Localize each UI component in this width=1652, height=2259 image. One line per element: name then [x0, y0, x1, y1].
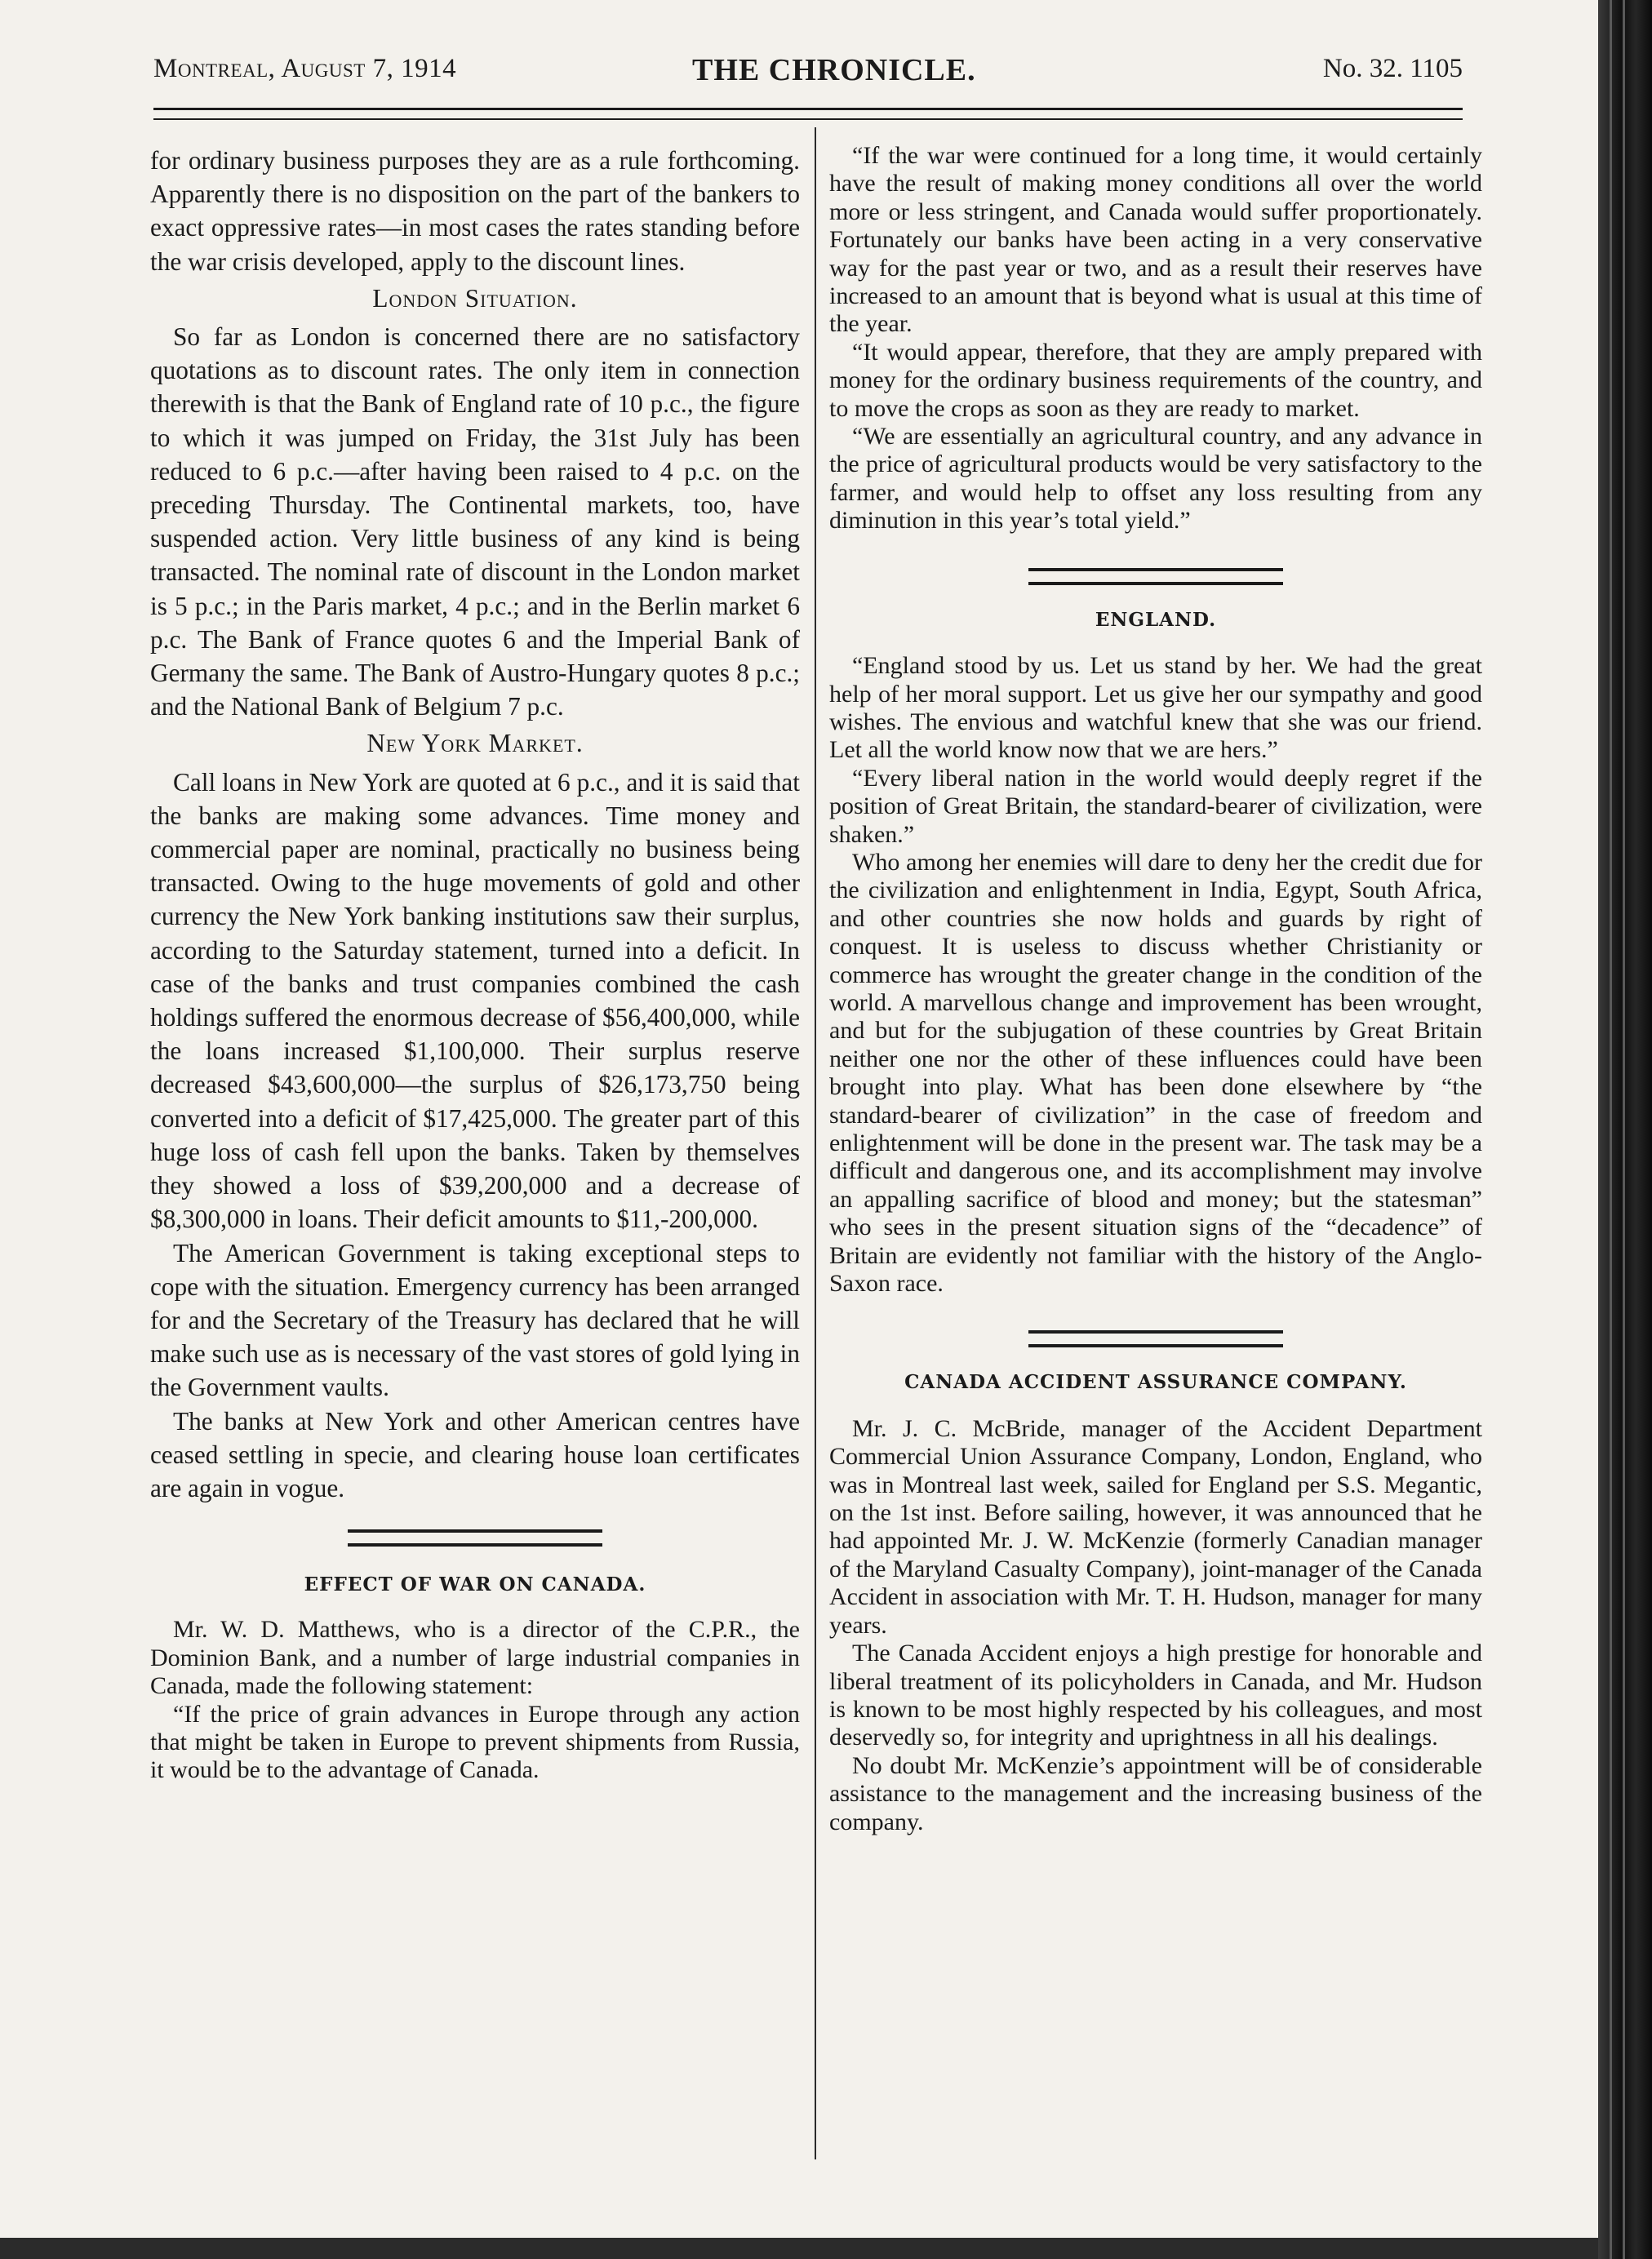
article-headline-canada-accident: CANADA ACCIDENT ASSURANCE COMPANY.: [904, 1371, 1407, 1394]
paragraph: “Every liberal nation in the world would deeply regret if the position of Great Britain, the standard-bearer of civilization, were shaken.”: [829, 764, 1482, 848]
paragraph: “It would appear, therefore, that they are amply prepared with money for the ordinary business requirements of the country, and to move the crops as soon as they are ready to market.: [829, 338, 1482, 422]
column-divider: [815, 127, 816, 2159]
section-subhead-new-york: New York Market.: [366, 729, 584, 758]
paragraph: “If the price of grain advances in Europe through any action that might be taken in Europe to prevent shipments from Russia, it would be to the advantage of Canada.: [150, 1700, 800, 1784]
left-column: [150, 144, 800, 1785]
binding-edge-line: [1610, 0, 1612, 2259]
paragraph: Call loans in New York are quoted at 6 p.c., and it is said that the banks are making some advances. Time money and commercial paper are nominal, practically no business being transacted. Owing to the huge movements of gold and other currency the New York banking institutions saw their surplus, according to the Saturday statement, turned into a deficit. In case of the banks and trust companies combined the cash holdings suffered the enormous decrease of $56,400,000, while the loans increased $1,100,000. Their surplus reserve decreased $43,600,000—the surplus of $26,173,750 being converted into a deficit of $17,425,000. The greater part of this huge loss of cash fell upon the banks. Taken by themselves they showed a loss of $39,200,000 and a decrease of $8,300,000 in loans. Their deficit amounts to $11,-200,000.: [150, 767, 800, 1234]
header-dateline: Montreal, August 7, 1914: [153, 54, 457, 83]
right-column: [829, 142, 1482, 1836]
paragraph: Who among her enemies will dare to deny her the credit due for the civilization and enlightenment in India, Egypt, South Africa, and other countries she now holds and guards by right of conquest. It is useless to discuss whether Christianity or commerce has wrought the greater change in the condition of the world. A marvellous change and improvement has been wrought, and but for the subjugation of these countries by Great Britain neither one nor the other of these influences could have been brought into play. What has been done elsewhere by “the standard-bearer of civilization” in the case of freedom and enlightenment will be done in the present war. The task may be a difficult and dangerous one, and its accomplishment may involve an appalling sacrifice of blood and money; but the statesman” who sees in the present situation signs of the “decadence” of Britain are evidently not familiar with the history of the Anglo-Saxon race.: [829, 848, 1482, 1298]
paragraph: The Canada Accident enjoys a high prestige for honorable and liberal treatment of its policyholders in Canada, and Mr. Hudson is known to be most highly respected by his colleagues, and most deservedly so, for integrity and uprightness in all his dealings.: [829, 1640, 1482, 1751]
section-divider-ornament: [348, 1529, 602, 1547]
paragraph: The banks at New York and other American centres have ceased settling in specie, and clearing house loan certificates are again in vogue.: [150, 1406, 800, 1502]
page-bottom-shadow: [0, 2238, 1598, 2259]
article-headline-england: ENGLAND.: [1095, 608, 1217, 631]
paragraph: Mr. W. D. Matthews, who is a director of the C.P.R., the Dominion Bank, and a number of large industrial companies in Canada, made the following statement:: [150, 1616, 800, 1700]
paragraph: No doubt Mr. McKenzie’s appointment will be of considerable assistance to the management and the increasing business of the company.: [829, 1751, 1482, 1835]
paragraph: “England stood by us. Let us stand by her. We had the great help of her moral support. Let us give her our sympathy and good wishes. The envious and watchful knew that she was our friend. Let all the world know now that we are hers.”: [829, 652, 1482, 764]
paragraph: “If the war were continued for a long time, it would certainly have the result of making money conditions all over the world more or less stringent, and Canada would suffer proportionately. Fortunately our banks have been acting in a very conservative way for the past year or two, and as a result their reserves have increased to an amount that is beyond what is usual at this time of the year.: [829, 142, 1482, 338]
section-divider-ornament: [1028, 568, 1283, 585]
paragraph: Mr. J. C. McBride, manager of the Accident Department Commercial Union Assurance Company, London, England, who was in Montreal last week, sailed for England per S.S. Megantic, on the 1st inst. Before sailing, however, it was announced that he had appointed Mr. J. W. McKenzie (formerly Canadian manager of the Maryland Casualty Company), joint-manager of the Canada Accident in association with Mr. T. H. Hudson, manager for many years.: [829, 1414, 1482, 1639]
binding-edge-line: [1623, 0, 1625, 2259]
paragraph: for ordinary business purposes they are as a rule forthcoming. Apparently there is no disposition on the part of the bankers to exact oppressive rates—in most cases the rates standing before the war crisis developed, apply to the discount lines.: [150, 146, 800, 276]
header-double-rule: [153, 108, 1463, 120]
running-header: [153, 54, 1463, 111]
section-divider-ornament: [1028, 1330, 1283, 1347]
paragraph: So far as London is concerned there are no satisfactory quotations as to discount rates. The only item in connection therewith is that the Bank of England rate of 10 p.c., the figure to which it was jumped on Friday, the 31st July has been reduced to 6 p.c.—after having been raised to 4 p.c. on the preceding Thursday. The Continental markets, too, have suspended action. Very little business of any kind is being transacted. The nominal rate of discount in the London market is 5 p.c.; in the Paris market, 4 p.c.; and in the Berlin market 6 p.c. The Bank of France quotes 6 and the Imperial Bank of Germany the same. The Bank of Austro-Hungary quotes 8 p.c.; and the National Bank of Belgium 7 p.c.: [150, 322, 800, 721]
paragraph: “We are essentially an agricultural country, and any advance in the price of agricultural products would be very satisfactory to the farmer, and would help to offset any loss resulting from any diminution in this year’s total yield.”: [829, 423, 1482, 535]
section-subhead-london: London Situation.: [372, 283, 578, 313]
issue-page-number: No. 32. 1105: [1322, 54, 1463, 83]
book-binding: [1598, 0, 1652, 2259]
paragraph: The American Government is taking exceptional steps to cope with the situation. Emergency currency has been arranged for and the Secretary of the Treasury has declared that he will make such use as is necessary of the vast stores of gold lying in the Government vaults.: [150, 1238, 800, 1402]
masthead-title: THE CHRONICLE.: [692, 53, 976, 87]
article-headline-effect-of-war: EFFECT OF WAR ON CANADA.: [304, 1573, 646, 1596]
